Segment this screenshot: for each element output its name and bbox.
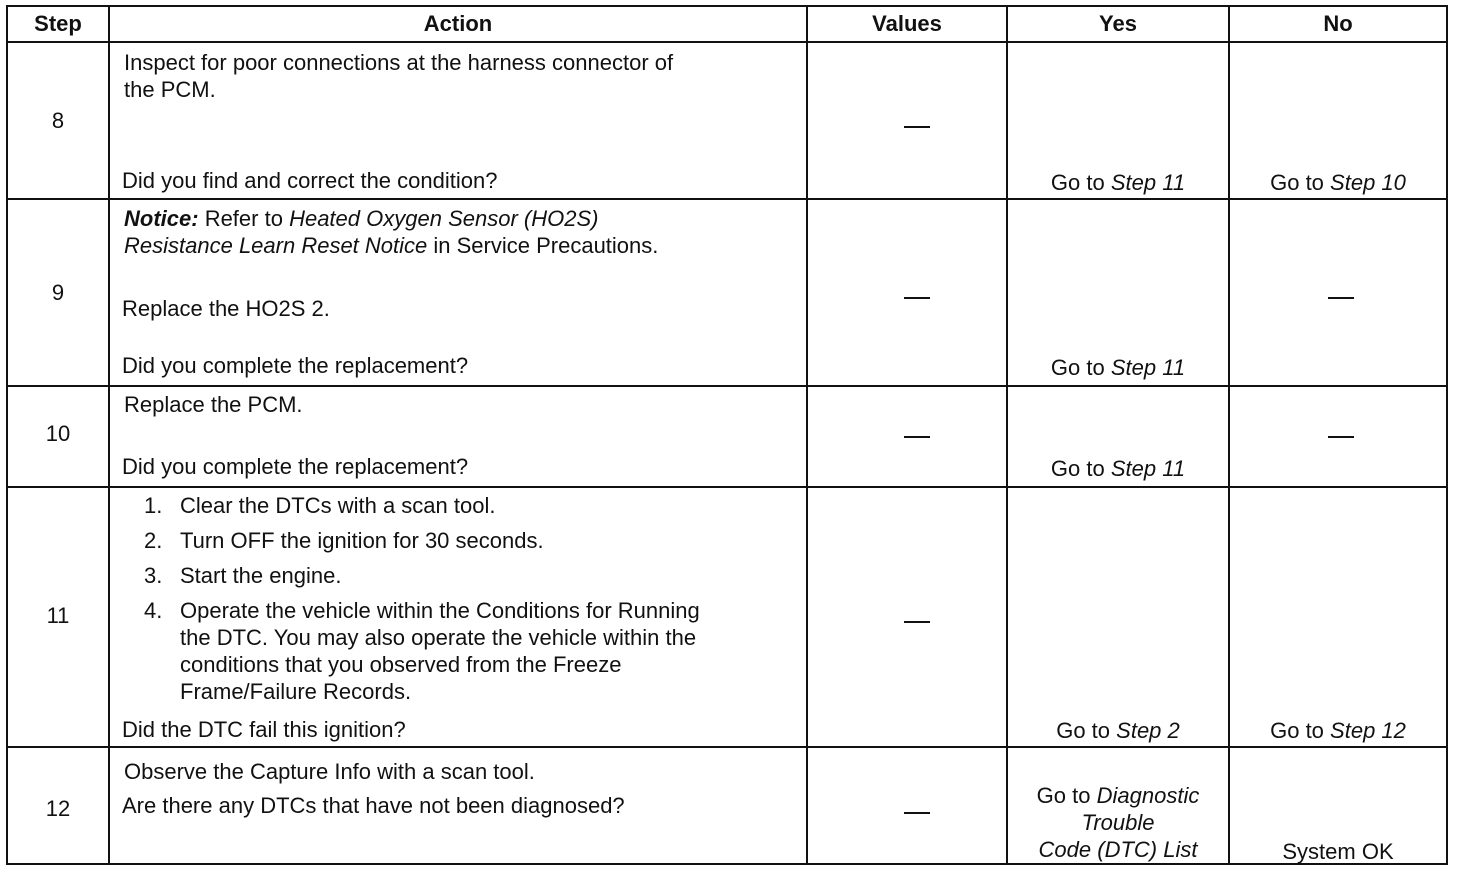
row-12-yes-cell <box>1006 746 1230 865</box>
row-11-action-cell <box>108 486 808 748</box>
row-10-step-cell <box>6 385 110 488</box>
row-10-action-cell <box>108 385 808 488</box>
header-yes: Yes <box>1006 5 1230 43</box>
row-8-yes-cell <box>1006 41 1230 200</box>
yes-goto-text: Go to Step 11 <box>1050 170 1186 195</box>
row-10-yes-cell <box>1006 385 1230 488</box>
dash-mark <box>1328 436 1354 438</box>
action-text: Observe the Capture Info with a scan tool. <box>124 759 535 784</box>
yes-goto-text: Go to Step 2 <box>1056 718 1180 743</box>
dash-mark <box>904 126 930 128</box>
action-text: Replace the HO2S 2. <box>122 296 330 321</box>
row-11-yes-cell <box>1006 486 1230 748</box>
row-10-no-cell <box>1228 385 1448 488</box>
row-9-step-cell <box>6 198 110 387</box>
yes-goto-text: Go to Step 11 <box>1050 355 1186 380</box>
step-number: 12 <box>45 796 71 821</box>
action-text: the PCM. <box>124 77 216 102</box>
notice-text: Notice: Refer to Heated Oxygen Sensor (HO2S) <box>124 206 599 231</box>
dash-mark <box>904 297 930 299</box>
no-result-text: System OK <box>1282 839 1394 864</box>
row-12-no-cell <box>1228 746 1448 865</box>
procedure-item: 1. Clear the DTCs with a scan tool. <box>144 493 496 518</box>
row-9-no-cell <box>1228 198 1448 387</box>
dash-mark <box>1328 297 1354 299</box>
row-11-no-cell <box>1228 486 1448 748</box>
row-11-values-cell <box>806 486 1008 748</box>
header-step: Step <box>6 5 110 43</box>
yes-goto-text: Go to Step 11 <box>1050 456 1186 481</box>
no-goto-text: Go to Step 10 <box>1270 170 1406 195</box>
header-action: Action <box>108 5 808 43</box>
question-text: Did you complete the replacement? <box>122 353 469 378</box>
step-number: 9 <box>51 280 65 305</box>
row-12-action-cell <box>108 746 808 865</box>
action-text: Replace the PCM. <box>124 392 303 417</box>
row-9-yes-cell <box>1006 198 1230 387</box>
row-11-step-cell <box>6 486 110 748</box>
dash-mark <box>904 621 930 623</box>
row-9-action-cell <box>108 198 808 387</box>
header-values: Values <box>806 5 1008 43</box>
yes-goto-text: Trouble <box>1081 810 1155 835</box>
yes-goto-text: Code (DTC) List <box>1038 837 1198 862</box>
action-text: Inspect for poor connections at the harness connector of <box>124 50 674 75</box>
procedure-item: 4. Operate the vehicle within the Conditions for Running the DTC. You may also operate the vehicle within the conditions that you observed from the Freeze Frame/Failure Records. <box>144 598 700 704</box>
step-number: 10 <box>45 421 71 446</box>
diagnostic-table <box>6 5 1448 865</box>
row-9-values-cell <box>806 198 1008 387</box>
notice-text: Resistance Learn Reset Notice in Service Precautions. <box>124 233 659 258</box>
no-goto-text: Go to Step 12 <box>1270 718 1406 743</box>
procedure-item: 3. Start the engine. <box>144 563 342 588</box>
dash-mark <box>904 436 930 438</box>
procedure-item: 2. Turn OFF the ignition for 30 seconds. <box>144 528 544 553</box>
header-no: No <box>1228 5 1448 43</box>
row-10-values-cell <box>806 385 1008 488</box>
row-8-no-cell <box>1228 41 1448 200</box>
step-number: 8 <box>51 108 65 133</box>
question-text: Are there any DTCs that have not been diagnosed? <box>122 793 625 818</box>
row-8-step-cell <box>6 41 110 200</box>
row-8-action-cell <box>108 41 808 200</box>
question-text: Did you find and correct the condition? <box>122 168 498 193</box>
yes-goto-text: Go to Diagnostic <box>1036 783 1200 808</box>
dash-mark <box>904 812 930 814</box>
row-12-values-cell <box>806 746 1008 865</box>
procedure-list <box>122 492 802 705</box>
question-text: Did you complete the replacement? <box>122 454 469 479</box>
step-number: 11 <box>46 603 70 628</box>
question-text: Did the DTC fail this ignition? <box>122 717 406 742</box>
row-8-values-cell <box>806 41 1008 200</box>
row-12-step-cell <box>6 746 110 865</box>
